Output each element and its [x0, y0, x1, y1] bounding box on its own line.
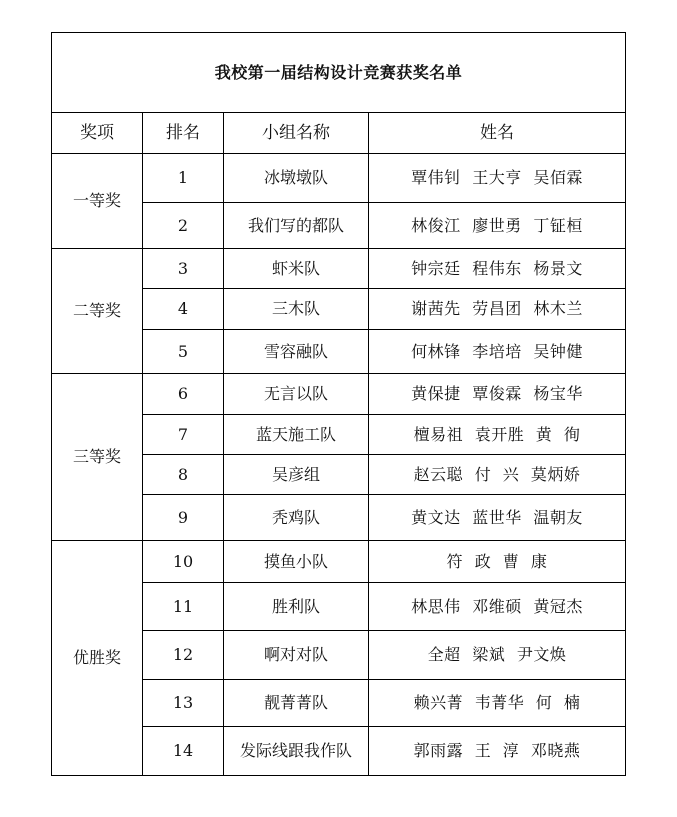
member-names-cell: 郭雨露 王 淳 邓晓燕 [369, 727, 626, 776]
member-names-cell: 全超 梁斌 尹文焕 [369, 631, 626, 680]
header-rank: 排名 [143, 113, 224, 154]
team-name-cell: 无言以队 [224, 374, 369, 415]
member-names-cell: 檀易祖 袁开胜 黄 徇 [369, 415, 626, 455]
team-name-cell: 雪容融队 [224, 330, 369, 374]
rank-cell: 11 [143, 583, 224, 631]
rank-cell: 5 [143, 330, 224, 374]
member-names-cell: 林思伟 邓维硕 黄冠杰 [369, 583, 626, 631]
rank-cell: 12 [143, 631, 224, 680]
title-row [52, 33, 626, 113]
team-name-cell: 蓝天施工队 [224, 415, 369, 455]
member-names-cell: 黄文达 蓝世华 温朝友 [369, 495, 626, 541]
team-name-cell: 靓菁菁队 [224, 680, 369, 727]
table-row [52, 249, 626, 289]
team-name-cell: 我们写的都队 [224, 203, 369, 249]
rank-cell: 7 [143, 415, 224, 455]
member-names-cell: 钟宗廷 程伟东 杨景文 [369, 249, 626, 289]
award-level-cell: 一等奖 [52, 154, 143, 249]
award-level-cell: 三等奖 [52, 374, 143, 541]
award-level-cell: 二等奖 [52, 249, 143, 374]
rank-cell: 3 [143, 249, 224, 289]
table-row [52, 374, 626, 415]
team-name-cell: 三木队 [224, 289, 369, 330]
table-title: 我校第一届结构设计竞赛获奖名单 [52, 33, 626, 113]
team-name-cell: 发际线跟我作队 [224, 727, 369, 776]
table-row [52, 154, 626, 203]
team-name-cell: 吴彦组 [224, 455, 369, 495]
member-names-cell: 赖兴菁 韦菁华 何 楠 [369, 680, 626, 727]
team-name-cell: 秃鸡队 [224, 495, 369, 541]
member-names-cell: 赵云聪 付 兴 莫炳娇 [369, 455, 626, 495]
team-name-cell: 胜利队 [224, 583, 369, 631]
rank-cell: 10 [143, 541, 224, 583]
team-name-cell: 啊对对队 [224, 631, 369, 680]
award-level-cell: 优胜奖 [52, 541, 143, 776]
table-row [52, 541, 626, 583]
rank-cell: 14 [143, 727, 224, 776]
rank-cell: 4 [143, 289, 224, 330]
member-names-cell: 谢茜先 劳昌团 林木兰 [369, 289, 626, 330]
member-names-cell: 林俊江 廖世勇 丁钲桓 [369, 203, 626, 249]
member-names-cell: 符 政 曹 康 [369, 541, 626, 583]
rank-cell: 1 [143, 154, 224, 203]
rank-cell: 2 [143, 203, 224, 249]
header-row [52, 113, 626, 154]
team-name-cell: 冰墩墩队 [224, 154, 369, 203]
member-names-cell: 覃伟钊 王大亨 吴佰霖 [369, 154, 626, 203]
header-team: 小组名称 [224, 113, 369, 154]
team-name-cell: 虾米队 [224, 249, 369, 289]
rank-cell: 6 [143, 374, 224, 415]
rank-cell: 9 [143, 495, 224, 541]
award-list-table [51, 32, 626, 776]
member-names-cell: 何林锋 李培培 吴钟健 [369, 330, 626, 374]
member-names-cell: 黄保捷 覃俊霖 杨宝华 [369, 374, 626, 415]
header-members: 姓名 [369, 113, 626, 154]
team-name-cell: 摸鱼小队 [224, 541, 369, 583]
rank-cell: 13 [143, 680, 224, 727]
header-award: 奖项 [52, 113, 143, 154]
award-table-body [52, 33, 626, 776]
rank-cell: 8 [143, 455, 224, 495]
